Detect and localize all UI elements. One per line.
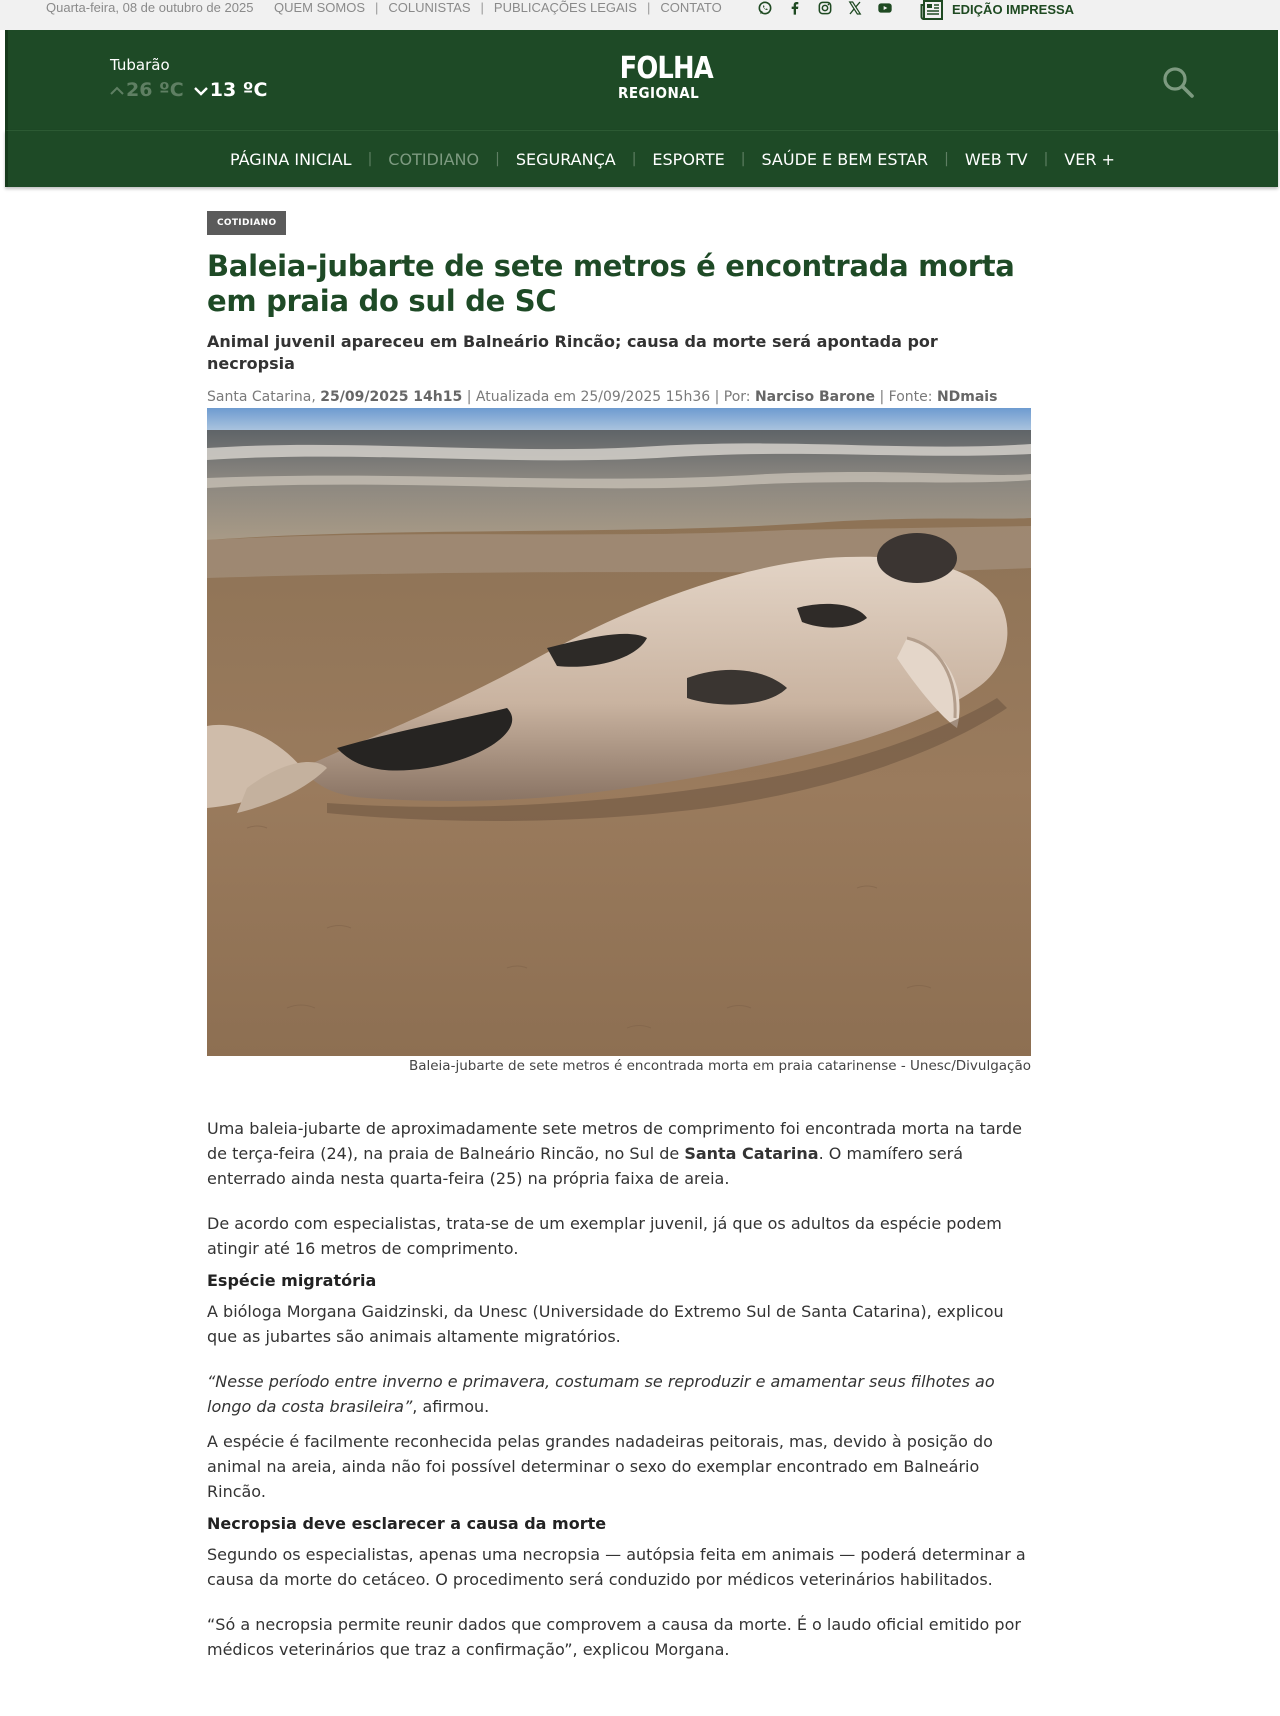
paragraph: A bióloga Morgana Gaidzinski, da Unesc (Universidade do Extremo Sul de Santa Catarina), explicou que as jubartes são animais altamente migratórios. <box>207 1302 1004 1346</box>
nav-item-web-tv[interactable] <box>965 150 1064 169</box>
section-heading: Espécie migratória <box>207 1271 377 1290</box>
nav-label: PÁGINA INICIAL <box>230 149 352 169</box>
temp-min-value: 13 ºC <box>209 79 268 101</box>
nav-item-ver-mais[interactable] <box>1064 150 1115 169</box>
newspaper-icon <box>920 0 944 20</box>
divider: | <box>480 0 484 15</box>
paragraph-text: . O mamífero será enterrado ainda nesta quarta-feira (25) na própria faixa de areia. <box>207 1144 964 1188</box>
divider: | <box>495 151 500 167</box>
site-header <box>5 30 1278 130</box>
paragraph: Segundo os especialistas, apenas uma necropsia — autópsia feita em animais — poderá determinar a causa da morte do cetáceo. O procedimento será conduzido por médicos veterinários habilitados. <box>207 1545 1026 1589</box>
temp-max <box>110 79 184 101</box>
meta-source: NDmais <box>936 389 998 405</box>
divider: | <box>740 151 746 167</box>
divider: | <box>631 151 637 167</box>
category-badge[interactable]: COTIDIANO <box>207 211 286 235</box>
top-utility-bar <box>0 0 1280 30</box>
chevron-up-icon <box>110 86 124 96</box>
meta-author: Narciso Barone <box>754 389 876 405</box>
article-photo <box>207 408 1031 1056</box>
print-edition-label: EDIÇÃO IMPRESSA <box>952 2 1075 17</box>
logo-line-2: REGIONAL <box>618 84 700 102</box>
nav-label: WEB TV <box>964 149 1028 169</box>
nav-label: SAÚDE E BEM ESTAR <box>761 149 929 169</box>
quote-text: “Nesse período entre inverno e primavera, costumam se reproduzir e amamentar seus filhotes ao longo da costa brasileira” <box>207 1372 995 1416</box>
chevron-down-icon <box>194 86 208 96</box>
weather-temps <box>110 79 267 101</box>
facebook-icon[interactable] <box>786 0 804 16</box>
weather-widget <box>110 56 267 101</box>
nav-item-esporte[interactable] <box>652 150 761 169</box>
logo-line-1: FOLHA <box>619 51 713 86</box>
meta-by-prefix: | Por: <box>714 389 751 405</box>
paragraph-text: Uma baleia-jubarte de aproximadamente sete metros de comprimento foi encontrada morta na tarde de terça-feira (24), na praia de Balneário Rincão, no Sul de <box>207 1119 1022 1163</box>
nav-label: ESPORTE <box>652 149 725 169</box>
search-icon <box>1160 64 1196 100</box>
article-meta <box>207 389 1031 405</box>
link-contato[interactable]: CONTATO <box>660 0 722 15</box>
nav-label: VER + <box>1064 149 1115 169</box>
spacer <box>207 1191 1037 1211</box>
instagram-icon[interactable] <box>816 0 834 16</box>
paragraph: De acordo com especialistas, trata-se de um exemplar juvenil, já que os adultos da espécie podem atingir até 16 metros de comprimento. <box>207 1214 1002 1258</box>
divider: | <box>1043 151 1049 167</box>
article-subtitle: Animal juvenil apareceu em Balneário Rincão; causa da morte será apontada por necropsia <box>207 332 938 373</box>
nav-item-saude[interactable] <box>761 150 964 169</box>
meta-updated: 25/09/2025 15h36 <box>580 389 711 405</box>
temp-min <box>194 79 268 101</box>
article-header <box>207 210 1031 405</box>
search-button[interactable] <box>1160 64 1196 100</box>
top-links <box>274 0 722 16</box>
nav-label: SEGURANÇA <box>515 149 616 169</box>
spacer <box>207 1592 1037 1612</box>
nav-item-seguranca[interactable] <box>516 150 653 169</box>
meta-place: Santa Catarina, <box>207 389 316 405</box>
quote-attribution: , afirmou. <box>412 1397 490 1416</box>
nav-item-cotidiano[interactable] <box>388 150 516 169</box>
whatsapp-icon[interactable] <box>756 0 774 16</box>
quote-paragraph <box>207 1369 1037 1419</box>
divider: | <box>944 151 949 167</box>
link-quem-somos[interactable]: QUEM SOMOS <box>274 0 366 15</box>
paragraph-bold: Santa Catarina <box>684 1144 819 1163</box>
divider: | <box>375 0 379 15</box>
meta-published: 25/09/2025 14h15 <box>320 389 463 405</box>
current-date: Quarta-feira, 08 de outubro de 2025 <box>46 0 254 15</box>
site-logo[interactable] <box>614 51 713 110</box>
temp-max-value: 26 ºC <box>126 79 184 101</box>
spacer <box>207 1419 1037 1429</box>
nav-label: COTIDIANO <box>388 149 480 169</box>
photo-caption: Baleia-jubarte de sete metros é encontrada morta em praia catarinense - Unesc/Divulgação <box>408 1058 1031 1074</box>
paragraph: “Só a necropsia permite reunir dados que comprovem a causa da morte. É o laudo oficial emitido por médicos veterinários que traz a confirmação”, explicou Morgana. <box>207 1615 1021 1659</box>
print-edition-link[interactable] <box>920 0 1074 20</box>
nav-list <box>230 131 1115 187</box>
weather-city: Tubarão <box>110 56 170 74</box>
article-body <box>207 1116 1037 1662</box>
link-colunistas[interactable]: COLUNISTAS <box>388 0 471 15</box>
divider: | <box>646 0 651 15</box>
youtube-icon[interactable] <box>876 0 894 16</box>
meta-source-prefix: | Fonte: <box>879 389 933 405</box>
main-navigation <box>5 130 1278 187</box>
link-publicacoes-legais[interactable]: PUBLICAÇÕES LEGAIS <box>493 0 637 15</box>
spacer <box>207 1349 1037 1369</box>
meta-updated-prefix: | Atualizada em <box>466 389 577 405</box>
divider: | <box>367 151 373 167</box>
social-links <box>756 0 894 16</box>
paragraph: A espécie é facilmente reconhecida pelas grandes nadadeiras peitorais, mas, devido à posição do animal na areia, ainda não foi possível determinar o sexo do exemplar encontrado em Balneário Rincão. <box>207 1432 993 1501</box>
x-icon[interactable] <box>846 0 864 16</box>
section-heading: Necropsia deve esclarecer a causa da morte <box>207 1514 607 1533</box>
paragraph <box>207 1116 1037 1191</box>
nav-item-pagina-inicial[interactable] <box>230 150 388 169</box>
article-title: Baleia-jubarte de sete metros é encontrada morta em praia do sul de SC <box>207 249 1015 318</box>
